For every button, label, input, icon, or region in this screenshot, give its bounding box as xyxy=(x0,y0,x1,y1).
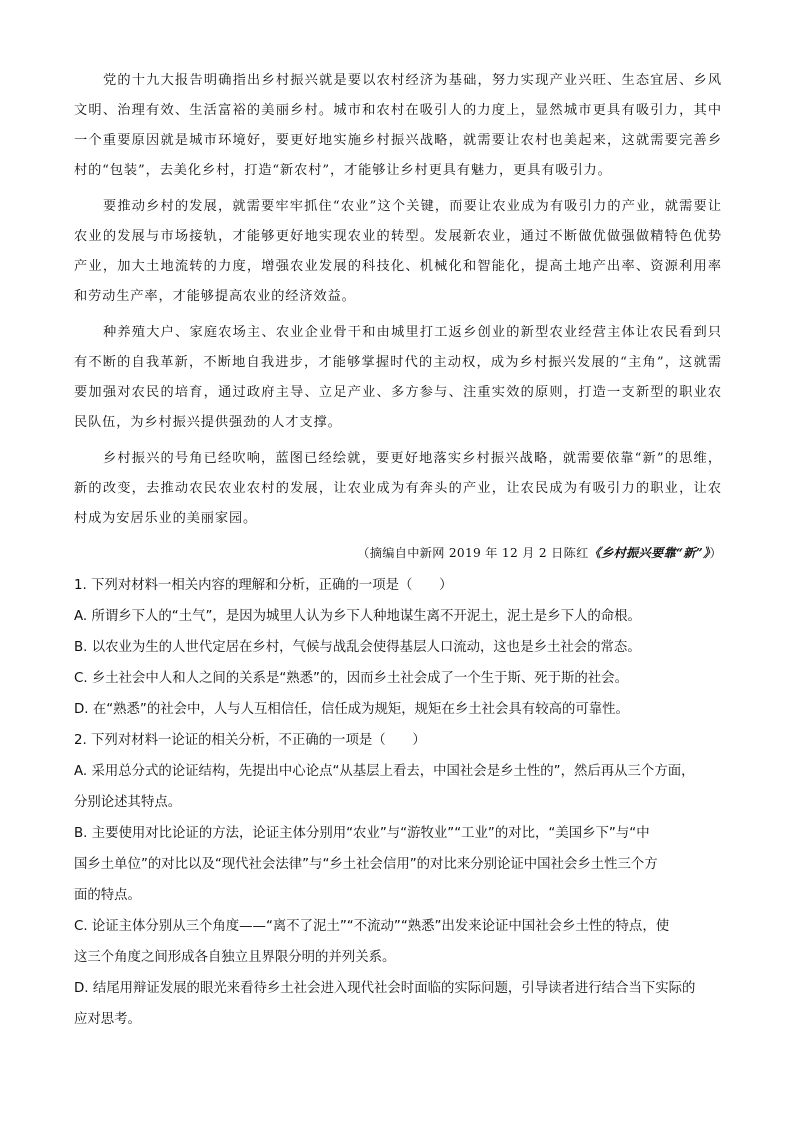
option-line: 国乡土单位”的对比以及“现代社会法律”与“乡土社会信用”的对比来分别论证中国社会乡土性三个方 xyxy=(74,857,658,872)
document-page xyxy=(74,66,722,1035)
question-stem: 1. 下列对材料一相关内容的理解和分析，正确的一项是（ ） xyxy=(74,578,453,593)
option-line: 分别论述其特点。 xyxy=(74,795,182,810)
passage-paragraph: 党的十九大报告明确指出乡村振兴就是要以农村经济为基础，努力实现产业兴旺、生态宜居、乡风文明、治理有效、生活富裕的美丽乡村。城市和农村在吸引人的力度上，显然城市更具有吸引力，其中一个重要原因就是城市环境好，要更好地实施乡村振兴战略，就需要让农村也美起来，这就需要完善乡村的“包装”，去美化乡村，打造“新农村”，才能够让乡村更具有魅力，更具有吸引力。 xyxy=(74,73,722,178)
source-prefix: （摘编自中新网 2019 年 12 月 2 日陈红 xyxy=(357,546,589,560)
reading-passage xyxy=(74,66,722,534)
option-line: 这三个角度之间形成各自独立且界限分明的并列关系。 xyxy=(74,950,396,965)
option-c xyxy=(74,911,722,973)
option-line: B. 主要使用对比论证的方法，论证主体分别用“农业”与“游牧业”“工业”的对比，“美国乡下”与“中 xyxy=(74,826,650,841)
option-d xyxy=(74,973,722,1035)
option-d: D. 在“熟悉”的社会中，人与人互相信任，信任成为规矩，规矩在乡土社会具有较高的可靠性。 xyxy=(74,702,629,717)
option-line: A. 采用总分式的论证结构，先提出中心论点“从基层上看去，中国社会是乡土性的”，然后再从三个方面， xyxy=(74,764,695,779)
source-citation xyxy=(74,540,722,566)
question-1 xyxy=(74,570,722,725)
question-list xyxy=(74,570,722,1035)
question-stem: 2. 下列对材料一论证的相关分析，不正确的一项是（ ） xyxy=(74,733,426,748)
option-c: C. 乡土社会中人和人之间的关系是“熟悉”的，因而乡土社会成了一个生于斯、死于斯的社会。 xyxy=(74,671,628,686)
option-line: D. 结尾用辩证发展的眼光来看待乡土社会进入现代社会时面临的实际问题，引导读者进行结合当下实际的 xyxy=(74,981,696,996)
option-line: C. 论证主体分别从三个角度——“离不了泥土”“不流动”“熟悉”出发来论证中国社会乡土性的特点，使 xyxy=(74,919,670,934)
passage-paragraph: 乡村振兴的号角已经吹响，蓝图已经绘就，要更好地落实乡村振兴战略，就需要依靠“新”的思维，新的改变，去推动农民农业农村的发展，让农业成为有奔头的产业，让农民成为有吸引力的职业，让农村成为安居乐业的美丽家园。 xyxy=(74,451,722,526)
passage-paragraph: 种养殖大户、家庭农场主、农业企业骨干和由城里打工返乡创业的新型农业经营主体让农民看到只有不断的自我革新，不断地自我进步，才能够掌握时代的主动权，成为乡村振兴发展的“主角”，这就需要加强对农民的培育，通过政府主导、立足产业、多方参与、注重实效的原则，打造一支新型的职业农民队伍，为乡村振兴提供强劲的人才支撑。 xyxy=(74,325,722,430)
option-a: A. 所谓乡下人的“土气”，是因为城里人认为乡下人种地谋生离不开泥土，泥土是乡下人的命根。 xyxy=(74,609,641,624)
source-title: 《乡村振兴要靠“新”》 xyxy=(588,546,710,560)
option-b: B. 以农业为生的人世代定居在乡村，气候与战乱会使得基层人口流动，这也是乡土社会的常态。 xyxy=(74,640,641,655)
option-line: 面的特点。 xyxy=(74,888,141,903)
question-2 xyxy=(74,725,722,1035)
source-suffix: ） xyxy=(709,546,722,560)
passage-paragraph: 要推动乡村的发展，就需要牢牢抓住“农业”这个关键，而要让农业成为有吸引力的产业，就需要让农业的发展与市场接轨，才能够更好地实现农业的转型。发展新农业，通过不断做优做强做精特色优势产业，加大土地流转的力度，增强农业发展的科技化、机械化和智能化，提高土地产出率、资源利用率和劳动生产率，才能够提高农业的经济效益。 xyxy=(74,199,722,304)
option-a xyxy=(74,756,722,818)
option-line: 应对思考。 xyxy=(74,1012,141,1027)
option-b xyxy=(74,818,722,911)
